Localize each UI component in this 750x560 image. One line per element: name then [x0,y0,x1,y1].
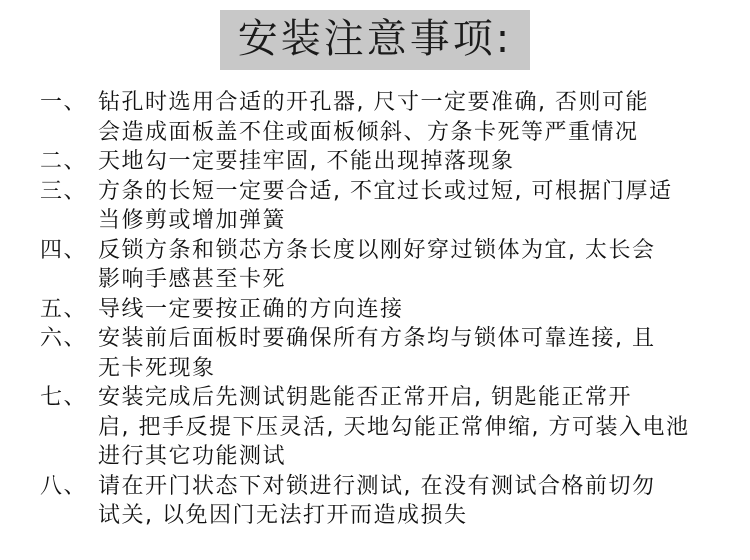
note-item-3 [40,177,730,236]
note-text [98,88,730,147]
note-number: 二、 [40,149,88,174]
note-line: 试关, 以免因门无法打开而造成损失 [98,503,468,528]
note-line: 请在开门状态下对锁进行测试, 在没有测试合格前切勿 [98,473,656,499]
note-number: 八、 [40,473,88,499]
note-line: 安装前后面板时要确保所有方条均与锁体可靠连接, 且 [98,326,656,351]
note-text [98,295,730,325]
note-text [98,383,730,472]
note-line: 导线一定要按正确的方向连接 [98,296,404,322]
page-title: 安装注意事项: [220,10,530,70]
note-line: 当修剪或增加弹簧 [98,208,287,233]
note-number: 五、 [40,296,88,322]
note-text [98,177,730,236]
note-number: 三、 [40,178,88,204]
note-line: 影响手感甚至卡死 [98,267,287,292]
note-line: 无卡死现象 [98,355,216,381]
note-text [98,147,730,177]
note-number: 六、 [40,326,88,351]
note-number: 一、 [40,90,88,115]
note-item-4 [40,236,730,295]
title-wrapper [0,10,750,70]
note-text [98,324,730,383]
note-line: 钻孔时选用合适的开孔器, 尺寸一定要准确, 否则可能 [98,90,649,115]
note-item-7 [40,383,730,472]
note-item-5 [40,295,730,325]
note-item-8 [40,472,730,531]
note-text [98,472,730,531]
note-item-6 [40,324,730,383]
note-text [98,236,730,295]
note-line: 反锁方条和锁芯方条长度以刚好穿过锁体为宜, 太长会 [98,237,656,263]
note-line: 启, 把手反提下压灵活, 天地勾能正常伸缩, 方可装入电池 [98,414,690,440]
note-item-1 [40,88,730,147]
note-line: 会造成面板盖不住或面板倾斜、方条卡死等严重情况 [98,119,639,145]
notes-list [40,88,730,531]
note-number: 七、 [40,385,88,410]
note-item-2 [40,147,730,177]
note-line: 方条的长短一定要合适, 不宜过长或过短, 可根据门厚适 [98,178,673,204]
note-line: 进行其它功能测试 [98,444,287,469]
note-number: 四、 [40,237,88,263]
note-line: 天地勾一定要挂牢固, 不能出现掉落现象 [98,149,515,174]
note-line: 安装完成后先测试钥匙能否正常开启, 钥匙能正常开 [98,385,632,410]
